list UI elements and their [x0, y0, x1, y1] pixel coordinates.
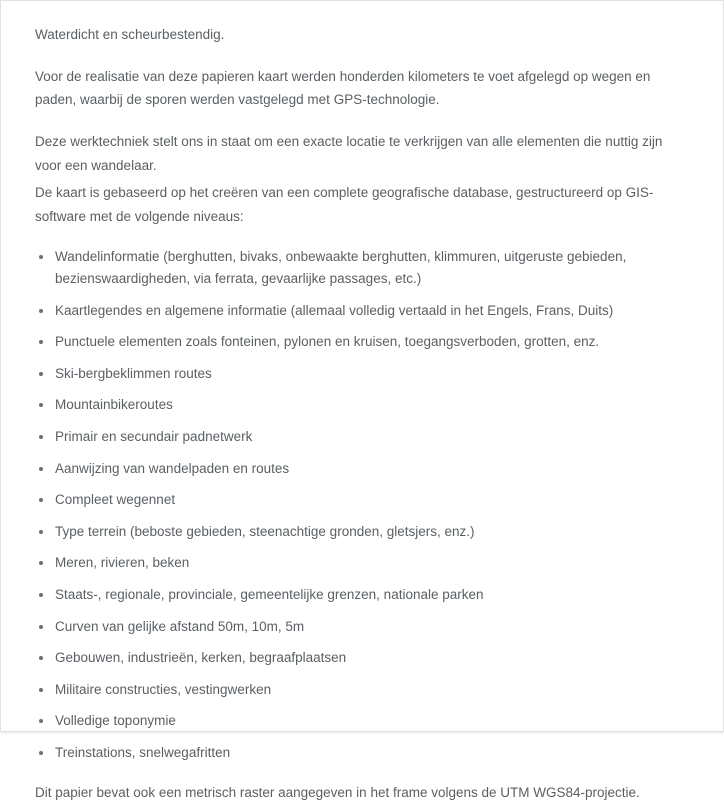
list-item: Staats-, regionale, provinciale, gemeentelijke grenzen, nationale parken — [35, 584, 689, 606]
list-item: Kaartlegendes en algemene informatie (allemaal volledig vertaald in het Engels, Frans, Duits) — [35, 300, 689, 322]
feature-list — [35, 246, 689, 763]
list-item: Militaire constructies, vestingwerken — [35, 679, 689, 701]
document-content — [35, 23, 689, 805]
list-item: Punctuele elementen zoals fonteinen, pylonen en kruisen, toegangsverboden, grotten, enz. — [35, 331, 689, 353]
paragraph-technique: Deze werktechniek stelt ons in staat om een exacte locatie te verkrijgen van alle elementen die nuttig zijn voor een wandelaar. — [35, 133, 663, 173]
paragraph-gps: Voor de realisatie van deze papieren kaart werden honderden kilometers te voet afgelegd op wegen en paden, waarbij de sporen werden vastgelegd met GPS-technologie. — [35, 68, 651, 108]
paragraph-intro: Waterdicht en scheurbestendig. — [35, 27, 225, 42]
list-item: Treinstations, snelwegafritten — [35, 742, 689, 764]
list-item: Volledige toponymie — [35, 710, 689, 732]
list-item: Aanwijzing van wandelpaden en routes — [35, 458, 689, 480]
list-item: Wandelinformatie (berghutten, bivaks, onbewaakte berghutten, klimmuren, uitgeruste gebieden, bezienswaardigheden, via ferrata, gevaarlijke passages, etc.) — [35, 246, 689, 289]
list-item: Curven van gelijke afstand 50m, 10m, 5m — [35, 616, 689, 638]
list-item: Compleet wegennet — [35, 489, 689, 511]
paragraph-database: De kaart is gebaseerd op het creëren van een complete geografische database, gestructureerd op GIS-software met de volgende niveaus: — [35, 185, 654, 224]
list-item: Gebouwen, industrieën, kerken, begraafplaatsen — [35, 647, 689, 669]
list-item: Meren, rivieren, beken — [35, 552, 689, 574]
list-item: Primair en secundair padnetwerk — [35, 426, 689, 448]
list-item: Ski-bergbeklimmen routes — [35, 363, 689, 385]
list-item: Mountainbikeroutes — [35, 394, 689, 416]
paragraph-closing: Dit papier bevat ook een metrisch raster aangegeven in het frame volgens de UTM WGS84-projectie. — [35, 785, 640, 801]
list-item: Type terrein (beboste gebieden, steenachtige gronden, gletsjers, enz.) — [35, 521, 689, 543]
